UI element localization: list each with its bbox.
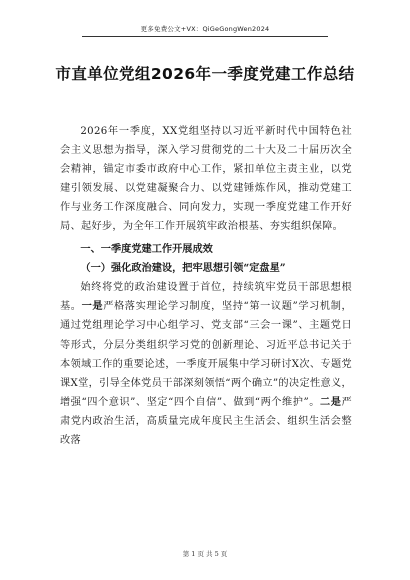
subsection-heading: （一）强化政治建设，把牢思想引领“定盘星” bbox=[80, 262, 286, 275]
paragraph-text: 始终将党的政治建设置于首位，持续筑牢党员干部思想根基。 bbox=[60, 282, 352, 313]
body-paragraph bbox=[60, 278, 352, 449]
point-marker-two: 二是 bbox=[320, 395, 342, 408]
page-footer: 第 1 页 共 5 页 bbox=[182, 550, 228, 558]
paragraph-text: 严肃党内政治生活，高质量完成年度民主生活会、组织生活会整改落 bbox=[60, 396, 352, 446]
document-title: 市直单位党组2026年一季度党建工作总结 bbox=[55, 65, 355, 83]
header-divider bbox=[82, 36, 328, 37]
intro-paragraph: 2026年一季度，XX党组坚持以习近平新时代中国特色社会主义思想为指导，深入学习贯彻党的二十大及二十届历次全会精神，锚定市委市政府中心工作，紧扣单位主责主业，以党建引领发展、以党建凝聚合力、以党建锤炼作风，推动党建工作与业务工作深度融合、同向发力，实现一季度党建工作开好局、起好步，为全年工作开展筑牢政治根基、夯实组织保障。 bbox=[60, 126, 352, 233]
header-note: 更多免费公文+VX：QiGeGongWen2024 bbox=[140, 25, 270, 33]
document-body bbox=[60, 122, 352, 450]
section-heading: 一、一季度党建工作开展成效 bbox=[80, 244, 213, 256]
point-marker-one: 一是 bbox=[81, 300, 104, 313]
paragraph-text: 严格落实理论学习制度，坚持“第一议题”学习机制，通过党组理论学习中心组学习、党支部“三会一课”、主题党日等形式，分层分类组织学习党的创新理论、习近平总书记关于本领域工作的重要论述，一季度开展集中学习研讨X次、专题党课X堂，引导全体党员干部深刻领悟“两个确立”的决定性意义，增强“四个意识”、坚定“四个自信”、做到“两个维护”。 bbox=[60, 301, 352, 408]
